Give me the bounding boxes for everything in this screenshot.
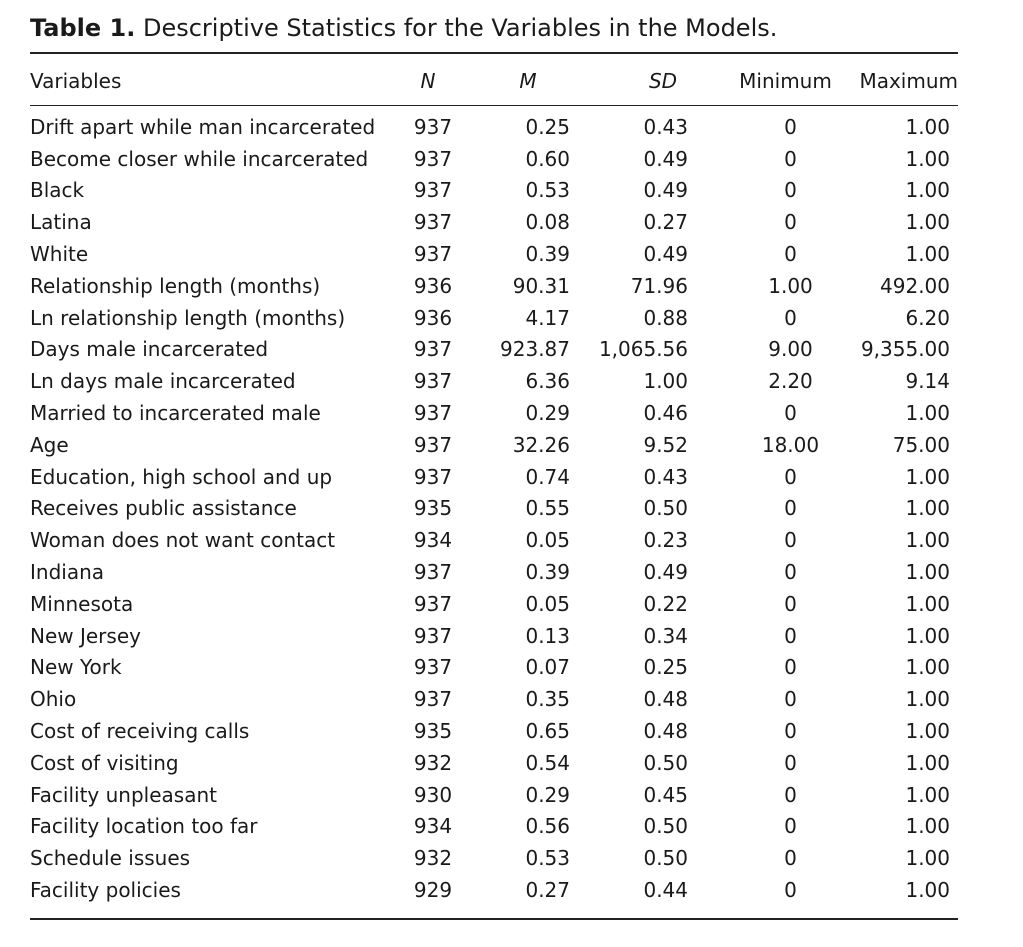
cell-mean: 0.27 [525, 878, 570, 903]
cell-minimum: 0 [784, 623, 797, 648]
cell-minimum: 0 [784, 750, 797, 775]
cell-minimum: 0 [784, 560, 797, 585]
cell-minimum: 0 [784, 846, 797, 871]
cell-variable: Married to incarcerated male [30, 401, 321, 426]
cell-n: 937 [413, 687, 453, 712]
table-top-rule [30, 52, 958, 54]
cell-variable: Schedule issues [30, 846, 191, 871]
table-row [30, 206, 958, 238]
cell-variable: Age [30, 432, 69, 457]
cell-maximum: 1.00 [905, 242, 950, 267]
cell-mean: 0.13 [525, 623, 570, 648]
cell-minimum: 0 [784, 528, 797, 553]
cell-mean: 6.36 [525, 369, 570, 394]
header-m: M [519, 68, 537, 93]
cell-sd: 0.25 [643, 655, 688, 680]
cell-n: 932 [413, 750, 453, 775]
table-row [30, 365, 958, 397]
cell-sd: 0.34 [643, 623, 688, 648]
cell-mean: 0.53 [525, 178, 570, 203]
cell-n: 937 [413, 369, 453, 394]
table-row [30, 493, 958, 525]
cell-sd: 0.50 [643, 750, 688, 775]
cell-variable: Relationship length (months) [30, 273, 321, 298]
cell-sd: 0.43 [643, 114, 688, 139]
cell-variable: Ln relationship length (months) [30, 305, 346, 330]
cell-sd: 0.43 [643, 464, 688, 489]
cell-minimum: 0 [784, 591, 797, 616]
cell-mean: 0.56 [525, 814, 570, 839]
cell-maximum: 1.00 [905, 401, 950, 426]
cell-mean: 923.87 [500, 337, 570, 362]
cell-maximum: 1.00 [905, 623, 950, 648]
cell-variable: White [30, 242, 89, 267]
cell-minimum: 0 [784, 146, 797, 171]
table-figure [30, 0, 958, 903]
cell-sd: 0.46 [643, 401, 688, 426]
cell-n: 934 [413, 814, 453, 839]
table-row [30, 461, 958, 493]
cell-maximum: 1.00 [905, 750, 950, 775]
cell-n: 935 [413, 496, 453, 521]
cell-minimum: 0 [784, 814, 797, 839]
cell-n: 930 [413, 782, 453, 807]
cell-minimum: 1.00 [768, 273, 813, 298]
cell-sd: 0.22 [643, 591, 688, 616]
cell-minimum: 0 [784, 178, 797, 203]
cell-minimum: 0 [784, 782, 797, 807]
cell-variable: Facility unpleasant [30, 782, 217, 807]
table-row [30, 270, 958, 302]
cell-maximum: 9.14 [905, 369, 950, 394]
cell-variable: Drift apart while man incarcerated [30, 114, 376, 139]
cell-n: 937 [413, 146, 453, 171]
table-row [30, 524, 958, 556]
table-caption-title: Descriptive Statistics for the Variables in the Models. [142, 14, 778, 42]
descriptive-statistics-table [30, 59, 958, 906]
header-sd: SD [648, 68, 678, 93]
table-header-row [30, 59, 958, 102]
cell-n: 937 [413, 401, 453, 426]
cell-mean: 0.39 [525, 560, 570, 585]
cell-mean: 0.05 [525, 528, 570, 553]
cell-n: 937 [413, 464, 453, 489]
cell-n: 932 [413, 846, 453, 871]
table-row [30, 747, 958, 779]
cell-maximum: 1.00 [905, 591, 950, 616]
cell-variable: Latina [30, 210, 92, 235]
cell-minimum: 0 [784, 114, 797, 139]
cell-mean: 0.35 [525, 687, 570, 712]
table-row [30, 874, 958, 906]
cell-maximum: 1.00 [905, 114, 950, 139]
cell-mean: 32.26 [512, 432, 570, 457]
cell-variable: Cost of visiting [30, 750, 179, 775]
cell-minimum: 0 [784, 878, 797, 903]
header-minimum: Minimum [739, 68, 832, 93]
table-row [30, 620, 958, 652]
table-row [30, 652, 958, 684]
cell-mean: 0.07 [525, 655, 570, 680]
cell-maximum: 1.00 [905, 878, 950, 903]
table-row [30, 842, 958, 874]
cell-n: 929 [413, 878, 453, 903]
cell-maximum: 492.00 [880, 273, 950, 298]
cell-maximum: 1.00 [905, 719, 950, 744]
cell-n: 937 [413, 655, 453, 680]
cell-sd: 0.27 [643, 210, 688, 235]
cell-n: 937 [413, 623, 453, 648]
cell-mean: 0.08 [525, 210, 570, 235]
cell-sd: 0.45 [643, 782, 688, 807]
cell-variable: Days male incarcerated [30, 337, 269, 362]
table-row [30, 811, 958, 843]
cell-sd: 0.50 [643, 814, 688, 839]
cell-variable: Receives public assistance [30, 496, 297, 521]
cell-sd: 0.49 [643, 560, 688, 585]
cell-sd: 9.52 [643, 432, 688, 457]
cell-sd: 0.48 [643, 719, 688, 744]
cell-n: 937 [413, 210, 453, 235]
cell-sd: 0.23 [643, 528, 688, 553]
cell-maximum: 1.00 [905, 146, 950, 171]
cell-variable: Indiana [30, 560, 105, 585]
cell-minimum: 0 [784, 496, 797, 521]
cell-maximum: 1.00 [905, 655, 950, 680]
cell-maximum: 9,355.00 [860, 337, 950, 362]
cell-sd: 0.50 [643, 496, 688, 521]
cell-minimum: 0 [784, 305, 797, 330]
cell-variable: Ln days male incarcerated [30, 369, 296, 394]
cell-mean: 0.05 [525, 591, 570, 616]
cell-sd: 0.88 [643, 305, 688, 330]
cell-mean: 0.53 [525, 846, 570, 871]
cell-minimum: 18.00 [761, 432, 820, 457]
cell-maximum: 1.00 [905, 210, 950, 235]
table-row [30, 588, 958, 620]
cell-n: 935 [413, 719, 453, 744]
cell-maximum: 1.00 [905, 560, 950, 585]
cell-minimum: 0 [784, 687, 797, 712]
cell-variable: Ohio [30, 687, 77, 712]
cell-minimum: 0 [784, 464, 797, 489]
cell-sd: 1.00 [643, 369, 688, 394]
cell-sd: 71.96 [630, 273, 688, 298]
table-caption [30, 8, 958, 48]
cell-minimum: 0 [784, 242, 797, 267]
cell-sd: 0.50 [643, 846, 688, 871]
cell-n: 937 [413, 114, 453, 139]
table-row [30, 779, 958, 811]
cell-minimum: 9.00 [768, 337, 813, 362]
cell-maximum: 6.20 [905, 305, 950, 330]
table-row [30, 683, 958, 715]
header-n: N [420, 68, 436, 93]
cell-n: 937 [413, 432, 453, 457]
cell-variable: Become closer while incarcerated [30, 146, 369, 171]
header-maximum: Maximum [859, 68, 958, 93]
table-row [30, 429, 958, 461]
cell-maximum: 1.00 [905, 528, 950, 553]
header-variables: Variables [30, 68, 122, 93]
cell-variable: Minnesota [30, 591, 134, 616]
cell-minimum: 0 [784, 655, 797, 680]
cell-n: 937 [413, 560, 453, 585]
table-row [30, 111, 958, 143]
table-bottom-rule [30, 918, 958, 920]
cell-maximum: 75.00 [892, 432, 950, 457]
cell-n: 936 [413, 273, 453, 298]
cell-mean: 0.55 [525, 496, 570, 521]
cell-maximum: 1.00 [905, 687, 950, 712]
table-row [30, 143, 958, 175]
cell-sd: 1,065.56 [598, 337, 688, 362]
cell-mean: 0.29 [525, 782, 570, 807]
cell-sd: 0.49 [643, 178, 688, 203]
cell-sd: 0.44 [643, 878, 688, 903]
cell-mean: 0.29 [525, 401, 570, 426]
cell-variable: Facility location too far [30, 814, 258, 839]
cell-minimum: 0 [784, 210, 797, 235]
cell-n: 934 [413, 528, 453, 553]
cell-n: 936 [413, 305, 453, 330]
cell-minimum: 0 [784, 401, 797, 426]
table-row [30, 556, 958, 588]
cell-minimum: 2.20 [768, 369, 813, 394]
cell-mean: 0.25 [525, 114, 570, 139]
cell-n: 937 [413, 591, 453, 616]
cell-mean: 0.65 [525, 719, 570, 744]
cell-mean: 90.31 [512, 273, 570, 298]
cell-maximum: 1.00 [905, 178, 950, 203]
cell-mean: 0.74 [525, 464, 570, 489]
cell-mean: 0.39 [525, 242, 570, 267]
cell-maximum: 1.00 [905, 814, 950, 839]
table-row [30, 397, 958, 429]
table-row [30, 175, 958, 207]
table-row [30, 302, 958, 334]
table-row [30, 715, 958, 747]
cell-variable: Education, high school and up [30, 464, 333, 489]
cell-mean: 0.60 [525, 146, 570, 171]
cell-maximum: 1.00 [905, 496, 950, 521]
cell-minimum: 0 [784, 719, 797, 744]
cell-maximum: 1.00 [905, 464, 950, 489]
cell-maximum: 1.00 [905, 846, 950, 871]
cell-sd: 0.49 [643, 146, 688, 171]
cell-variable: Woman does not want contact [30, 528, 336, 553]
cell-variable: Cost of receiving calls [30, 719, 250, 744]
table-row [30, 334, 958, 366]
cell-maximum: 1.00 [905, 782, 950, 807]
cell-variable: Black [30, 178, 85, 203]
cell-sd: 0.48 [643, 687, 688, 712]
cell-variable: New Jersey [30, 623, 141, 648]
cell-variable: New York [30, 655, 122, 680]
cell-mean: 4.17 [525, 305, 570, 330]
cell-mean: 0.54 [525, 750, 570, 775]
cell-sd: 0.49 [643, 242, 688, 267]
cell-n: 937 [413, 242, 453, 267]
table-row [30, 238, 958, 270]
table-caption-label: Table 1. [30, 14, 136, 42]
cell-n: 937 [413, 178, 453, 203]
cell-n: 937 [413, 337, 453, 362]
cell-variable: Facility policies [30, 878, 181, 903]
